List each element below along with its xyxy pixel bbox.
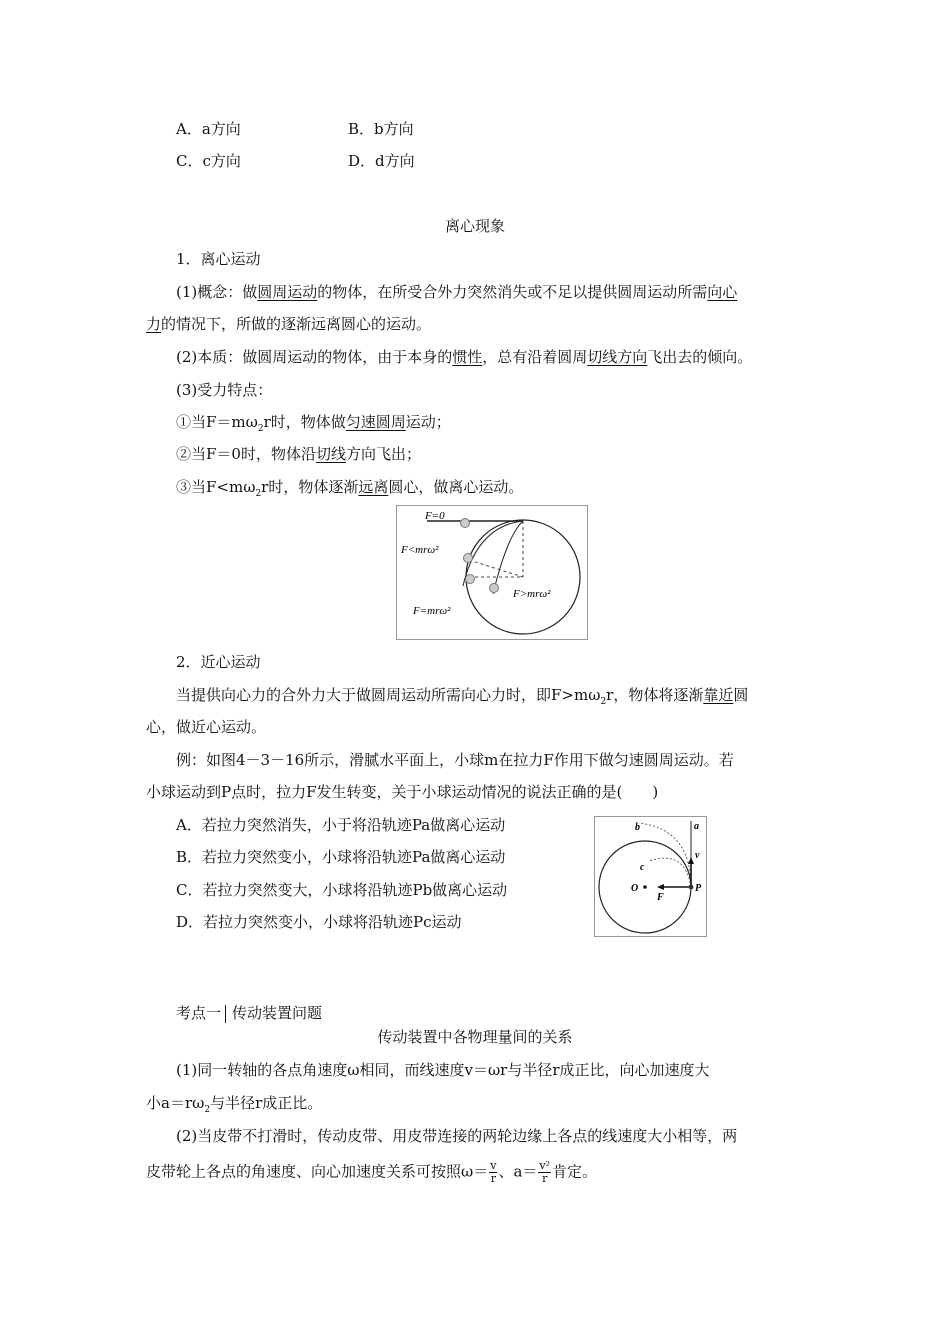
text: ①当F＝mω: [176, 413, 258, 431]
example-line1: 例：如图4－3－16所示，滑腻水平面上，小球m在拉力F作用下做匀速圆周运动。若: [176, 751, 734, 769]
text: 的物体，在所受合外力突然消失或不足以提供圆周运动所需: [317, 283, 708, 301]
label-o: O: [631, 883, 639, 894]
exponent: 2: [257, 424, 264, 434]
example-option-b: B．若拉力突然变小，小球将沿轨迹Pa做离心运动: [176, 848, 506, 866]
text: ②当F＝0时，物体沿: [176, 445, 316, 463]
label-a: a: [694, 821, 699, 832]
example-option-a: A．若拉力突然消失，小于将沿轨迹Pa做离心运动: [176, 816, 506, 834]
exponent: 2: [204, 1105, 211, 1115]
text: r时，物体逐渐: [261, 478, 359, 496]
numerator: v²: [539, 1159, 551, 1172]
figure-trajectory: [594, 816, 707, 937]
example-option-d: D．若拉力突然变小，小球将沿轨迹Pc运动: [176, 913, 462, 931]
underlined-term: 向心: [707, 283, 738, 301]
s2-heading: 2．近心运动: [176, 653, 261, 671]
example-line2: 小球运动到P点时，拉力F发生转变，关于小球运动情况的说法正确的是( ): [146, 783, 659, 801]
option-a: A．a方向: [176, 120, 241, 138]
example-option-c: C．若拉力突然变大，小球将沿轨迹Pb做离心运动: [176, 881, 508, 899]
label-f-less: F<mrω²: [401, 544, 439, 556]
kaodian-p2-line1: (2)当皮带不打滑时，传动皮带、用皮带连接的两轮边缘上各点的线速度大小相等，两: [176, 1127, 738, 1145]
s1-case-1: [176, 411, 451, 434]
option-c: C．c方向: [176, 152, 241, 170]
text: 与半径r成正比。: [210, 1094, 323, 1112]
s2-line1: [176, 684, 748, 707]
label-b: b: [635, 822, 640, 833]
ball: [461, 519, 470, 528]
text: r时，物体做: [263, 413, 346, 431]
kaodian-divider: [225, 1005, 226, 1023]
underlined-term: 切线: [315, 445, 346, 463]
s1-concept-line1: [176, 281, 737, 302]
text: 飞出去的倾向。: [647, 348, 753, 366]
s1-heading: 1．离心运动: [176, 250, 261, 268]
s1-case-2: [176, 443, 421, 464]
radius-dashed: [469, 560, 523, 577]
label-f-greater: F>mrω²: [513, 588, 551, 600]
text: 圆: [733, 686, 749, 704]
label-f: F: [657, 892, 664, 903]
underlined-term: 惯性: [452, 348, 483, 366]
text: 小a＝rω: [146, 1094, 205, 1112]
kaodian-subtitle: 传动装置中各物理量间的关系: [377, 1028, 573, 1046]
text: (1)概念：做: [176, 283, 258, 301]
kaodian-p1-line2: [146, 1092, 322, 1115]
s1-case-3: [176, 476, 523, 499]
s1-essence: [176, 346, 752, 367]
text: 方向飞出；: [345, 445, 421, 463]
exponent: 2: [600, 697, 607, 707]
kaodian-title: 传动装置问题: [232, 1004, 323, 1022]
text: 皮带轮上各点的角速度、向心加速度关系可按照ω＝: [146, 1162, 489, 1181]
s1-force-heading: (3)受力特点：: [176, 381, 273, 399]
text: 运动；: [405, 413, 451, 431]
ball: [490, 584, 499, 593]
text: ，总有沿着圆周: [482, 348, 588, 366]
text: 肯定。: [552, 1162, 598, 1181]
trajectory-diagram: [595, 817, 706, 936]
fraction-v2-over-r: [538, 1160, 551, 1185]
underlined-term: 切线方向: [587, 348, 648, 366]
kaodian-label: 考点一: [176, 1004, 222, 1022]
s1-concept-line2: [146, 313, 431, 334]
text: (2)本质：做圆周运动的物体，由于本身的: [176, 348, 453, 366]
kaodian-p2-line2: [146, 1160, 597, 1185]
ball-p: [689, 885, 694, 890]
figure-centrifugal: [396, 505, 588, 640]
underlined-term: 远离: [358, 478, 389, 496]
label-v: v: [695, 850, 700, 861]
center-dot: [643, 885, 647, 889]
denominator: r: [490, 1172, 496, 1185]
centrifugal-diagram: [397, 506, 587, 639]
velocity-arrowhead: [688, 857, 694, 864]
text: r，物体将逐渐: [606, 686, 704, 704]
numerator: v: [490, 1159, 497, 1172]
label-p: P: [695, 883, 702, 894]
force-arrowhead: [657, 884, 664, 890]
kaodian-p1-line1: (1)同一转轴的各点角速度ω相同，而线速度v＝ωr与半径r成正比，向心加速度大: [176, 1061, 710, 1079]
trajectory-c: [649, 858, 691, 887]
label-c: c: [640, 862, 645, 873]
ball: [464, 554, 473, 563]
label-f0: F=0: [425, 510, 445, 522]
exponent: 2: [255, 489, 262, 499]
denominator: r: [542, 1172, 548, 1185]
underlined-term: 圆周运动: [257, 283, 318, 301]
s2-line2: 心，做近心运动。: [146, 718, 267, 736]
underlined-term: 力: [146, 315, 162, 333]
text: ③当F<mω: [176, 478, 256, 496]
option-b: B．b方向: [348, 120, 414, 138]
trajectory-b: [639, 823, 691, 887]
text: 的情况下，所做的逐渐远离圆心的运动。: [161, 315, 432, 333]
curve-f-greater: [493, 521, 523, 594]
underlined-term: 匀速圆周: [345, 413, 406, 431]
option-d: D．d方向: [348, 152, 415, 170]
ball: [466, 575, 475, 584]
text: 当提供向心力的合外力大于做圆周运动所需向心力时，即F>mω: [176, 686, 601, 704]
text: 圆心，做离心运动。: [388, 478, 524, 496]
kaodian-header: [176, 1002, 322, 1023]
text: 、a＝: [498, 1162, 538, 1181]
underlined-term: 靠近: [703, 686, 734, 704]
fraction-v-over-r: [489, 1160, 497, 1185]
section-title: 离心现象: [444, 217, 505, 235]
label-f-equal: F=mrω²: [413, 605, 451, 617]
